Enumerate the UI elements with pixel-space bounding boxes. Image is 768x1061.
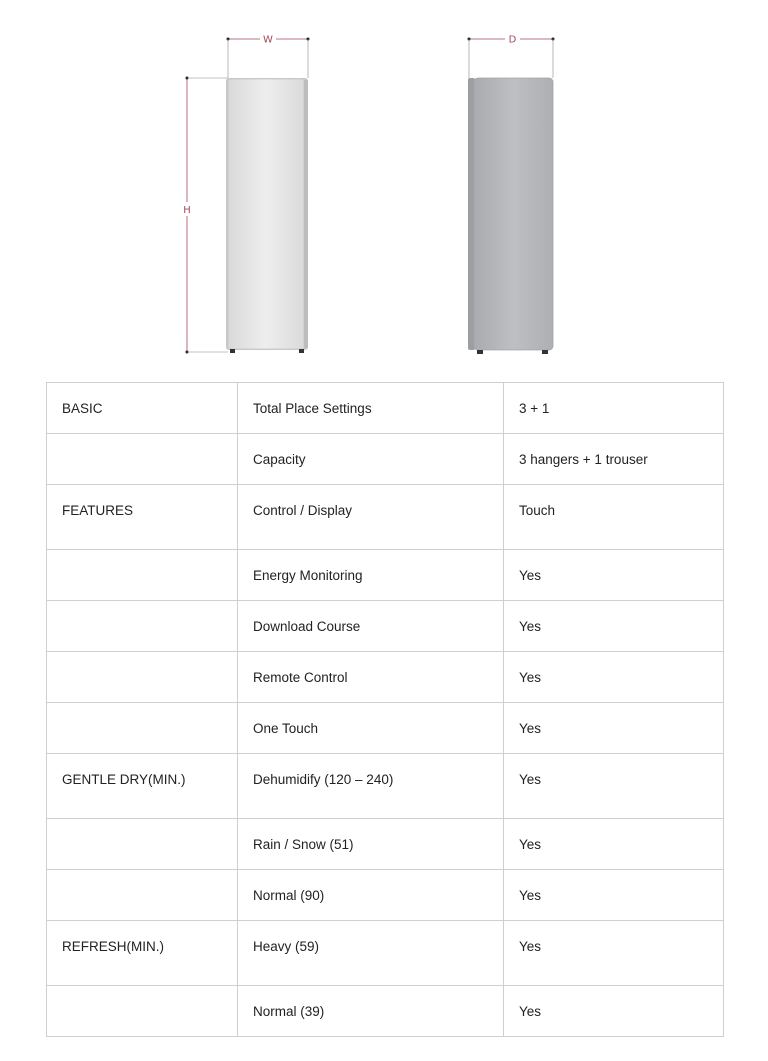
side-view-cabinet (468, 78, 553, 354)
spec-value: Yes (504, 754, 724, 819)
depth-label: D (508, 34, 517, 46)
table-row (47, 986, 724, 1037)
table-row (47, 754, 724, 819)
table-row (47, 383, 724, 434)
table-row (47, 601, 724, 652)
spec-name: Heavy (59) (238, 921, 504, 986)
spec-name: Normal (90) (238, 870, 504, 921)
table-row (47, 550, 724, 601)
spec-section: REFRESH(MIN.) (47, 921, 238, 986)
table-row (47, 921, 724, 986)
depth-dimension (468, 32, 555, 78)
spec-section (47, 652, 238, 703)
spec-name: Total Place Settings (238, 383, 504, 434)
table-row (47, 819, 724, 870)
spec-section (47, 986, 238, 1037)
spec-section (47, 703, 238, 754)
spec-value: Yes (504, 550, 724, 601)
table-row (47, 652, 724, 703)
spec-name: Rain / Snow (51) (238, 819, 504, 870)
spec-name: Control / Display (238, 485, 504, 550)
spec-value: Yes (504, 601, 724, 652)
height-label: H (183, 205, 191, 216)
spec-name: Remote Control (238, 652, 504, 703)
spec-value: Yes (504, 870, 724, 921)
spec-name: Capacity (238, 434, 504, 485)
spec-section (47, 819, 238, 870)
spec-section (47, 550, 238, 601)
spec-name: One Touch (238, 703, 504, 754)
spec-name: Energy Monitoring (238, 550, 504, 601)
spec-value: Touch (504, 485, 724, 550)
spec-value: Yes (504, 819, 724, 870)
spec-value: 3 hangers + 1 trouser (504, 434, 724, 485)
spec-section (47, 434, 238, 485)
spec-name: Normal (39) (238, 986, 504, 1037)
table-row (47, 485, 724, 550)
spec-section (47, 601, 238, 652)
width-label: W (263, 34, 273, 46)
spec-value: Yes (504, 652, 724, 703)
spec-section (47, 870, 238, 921)
spec-name: Dehumidify (120 – 240) (238, 754, 504, 819)
spec-table (46, 382, 724, 1037)
spec-value: Yes (504, 986, 724, 1037)
spec-name: Download Course (238, 601, 504, 652)
spec-section: GENTLE DRY(MIN.) (47, 754, 238, 819)
table-row (47, 870, 724, 921)
spec-section: FEATURES (47, 485, 238, 550)
product-dimension-illustration (0, 0, 768, 370)
spec-value: Yes (504, 703, 724, 754)
front-view-cabinet (226, 78, 308, 353)
width-dimension (227, 32, 310, 78)
spec-value: Yes (504, 921, 724, 986)
table-row (47, 434, 724, 485)
height-dimension (180, 77, 228, 354)
table-row (47, 703, 724, 754)
spec-section: BASIC (47, 383, 238, 434)
spec-value: 3 + 1 (504, 383, 724, 434)
